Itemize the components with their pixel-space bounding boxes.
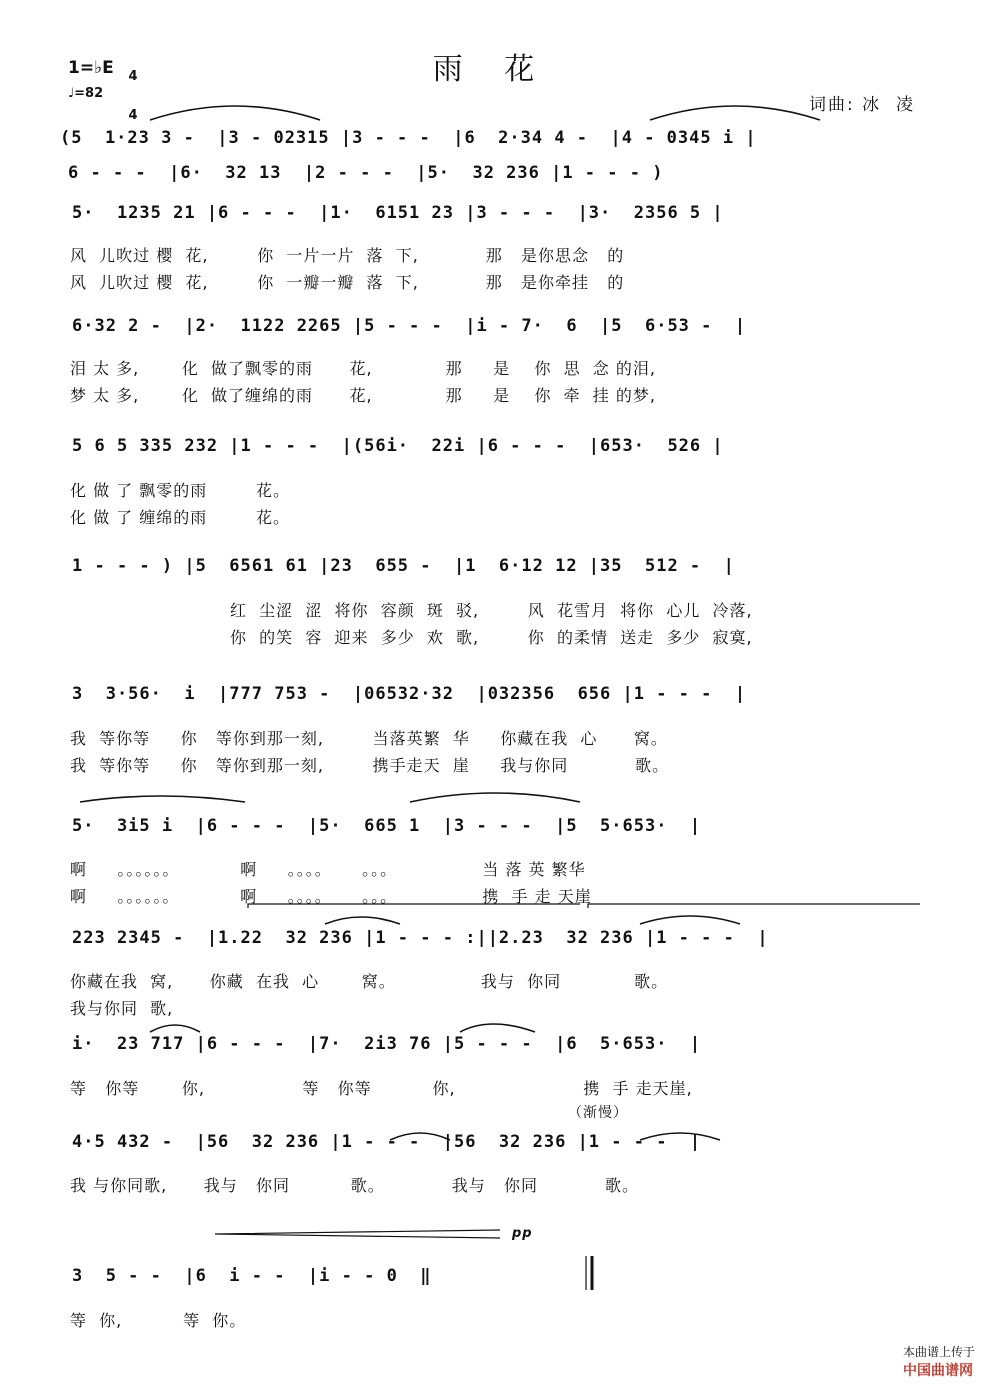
tempo-marking: ♩=82 xyxy=(68,86,104,101)
notation-line-7: 3 3·56· i |777 753 - |06532·32 |032356 656 |1 - - - | xyxy=(72,684,747,704)
time-signature-bottom: 4 xyxy=(128,108,138,123)
site-logo-text: 中国曲谱网 xyxy=(902,1363,973,1379)
lyrics-line-4a: 泪 太 多, 化 做了飘零的雨 花, 那 是 你 思 念 的泪, xyxy=(70,359,656,378)
lyrics-line-10a: 等 你等 你, 等 你等 你, 携 手 走天崖, xyxy=(70,1079,693,1098)
lyrics-line-5a: 化 做 了 飘零的雨 花。 xyxy=(70,481,290,500)
notation-line-10: i· 23 717 |6 - - - |7· 2i3 76 |5 - - - |6 5·653· | xyxy=(72,1034,702,1054)
notation-line-5: 5 6 5 335 232 |1 - - - |(56i· 22i |6 - - - |653· 526 | xyxy=(72,436,724,456)
notation-line-11: 4·5 432 - |56 32 236 |1 - - - |56 32 236 |1 - - - | xyxy=(72,1132,702,1152)
lyrics-line-3a: 风 儿吹过 樱 花, 你 一片一片 落 下, 那 是你思念 的 xyxy=(70,246,625,265)
notation-line-4: 6·32 2 - |2· 1122 2265 |5 - - - |i - 7· 6 |5 6·53 - | xyxy=(72,316,747,336)
lyrics-line-6b: 你 的笑 容 迎来 多少 欢 歌, 你 的柔情 送走 多少 寂寞, xyxy=(230,628,753,647)
lyrics-line-12a: 等 你, 等 你。 xyxy=(70,1311,247,1330)
upload-footer xyxy=(888,1329,975,1394)
notation-line-12: 3 5 - - |6 i - - |i - - 0 ‖ xyxy=(72,1266,432,1286)
lyrics-line-3b: 风 儿吹过 樱 花, 你 一瓣一瓣 落 下, 那 是你牵挂 的 xyxy=(70,273,625,292)
slur-icon xyxy=(410,793,580,802)
lyrics-line-4b: 梦 太 多, 化 做了缠绵的雨 花, 那 是 你 牵 挂 的梦, xyxy=(70,386,656,405)
notation-line-8: 5· 3i5 i |6 - - - |5· 665 1 |3 - - - |5 5·653· | xyxy=(72,816,702,836)
song-title: 雨 花 xyxy=(432,52,551,87)
slur-icon xyxy=(640,916,740,924)
lyrics-line-8a: 啊 。。。。。。 啊 。。。。 。。。 当 落 英 繁华 xyxy=(70,860,586,879)
notation-line-1: (5 1·23 3 - |3 - 02315 |3 - - - |6 2·34 4 - |4 - 0345 i | xyxy=(60,128,757,148)
slur-icon xyxy=(650,106,820,120)
lyrics-line-7a: 我 等你等 你 等你到那一刻, 当落英繁 华 你藏在我 心 窝。 xyxy=(70,729,668,748)
notation-line-6: 1 - - - ) |5 6561 61 |23 655 - |1 6·12 12 |35 512 - | xyxy=(72,556,735,576)
slur-icon xyxy=(150,1025,200,1032)
lyrics-line-11a: 我 与你同歌, 我与 你同 歌。 我与 你同 歌。 xyxy=(70,1176,639,1195)
slur-icon xyxy=(460,1024,535,1032)
lyrics-line-8b: 啊 。。。。。。 啊 。。。。 。。。 携 手 走 天崖 xyxy=(70,887,592,906)
notation-line-3: 5· 1235 21 |6 - - - |1· 6151 23 |3 - - - |3· 2356 5 | xyxy=(72,203,724,223)
slur-icon xyxy=(80,796,245,802)
time-signature-top: 4 xyxy=(128,69,138,84)
lyrics-line-9b: 我与你同 歌, xyxy=(70,999,174,1018)
lyrics-line-7b: 我 等你等 你 等你到那一刻, 携手走天 崖 我与你同 歌。 xyxy=(70,756,670,775)
slur-icon xyxy=(150,106,320,120)
dynamic-marking: pp xyxy=(512,1226,533,1241)
volta-2-bracket xyxy=(588,904,920,908)
key-signature: 1=♭E xyxy=(68,58,114,78)
composer-credit: 词曲: 冰 凌 xyxy=(809,95,915,115)
lyrics-line-5b: 化 做 了 缠绵的雨 花。 xyxy=(70,508,290,527)
tempo-direction-ritardando: （渐慢） xyxy=(568,1105,628,1121)
notation-line-9: 223 2345 - |1.22 32 236 |1 - - - :||2.23 32 236 |1 - - - | xyxy=(72,928,769,948)
footer-prefix: 本曲谱上传于 xyxy=(902,1345,975,1359)
lyrics-line-6a: 红 尘涩 涩 将你 容颜 斑 驳, 风 花雪月 将你 心儿 冷落, xyxy=(230,601,753,620)
diminuendo-hairpin xyxy=(215,1230,500,1238)
notation-line-2: 6 - - - |6· 32 13 |2 - - - |5· 32 236 |1 - - - ) xyxy=(68,163,664,183)
lyrics-line-9a: 你藏在我 窝, 你藏 在我 心 窝。 我与 你同 歌。 xyxy=(70,972,669,991)
slur-icon xyxy=(325,917,400,924)
